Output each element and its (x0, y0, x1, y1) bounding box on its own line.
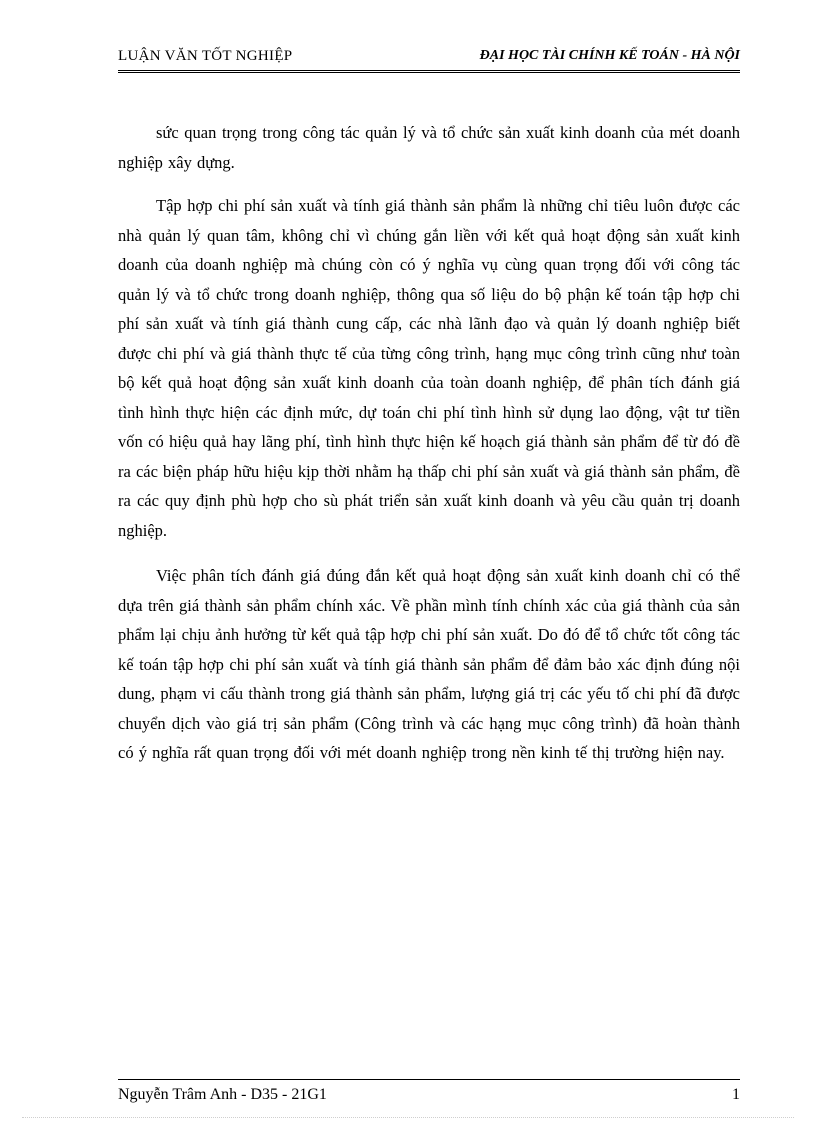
paragraph-2: Tập hợp chi phí sản xuất và tính giá thành sản phẩm là những chỉ tiêu luôn được các nhà quản lý quan tâm, không chỉ vì chúng gắn liền với kết quả hoạt động sản xuất kinh doanh của doanh nghiệp mà chúng còn có ý nghĩa vụ cùng quan trọng đối với công tác quản lý và tổ chức trong doanh nghiệp, thông qua số liệu do bộ phận kế toán tập hợp chi phí sản xuất và tính giá thành cung cấp, các nhà lãnh đạo và quản lý doanh nghiệp biết được chi phí và giá thành thực tế của từng công trình, hạng mục công trình cũng như toàn bộ kết quả hoạt động sản xuất kinh doanh của toàn doanh nghiệp, để phân tích đánh giá tình hình thực hiện các định mức, dự toán chi phí tình hình sử dụng lao động, vật tư tiền vốn có hiệu quả hay lãng phí, tình hình thực hiện kế hoạch giá thành sản phẩm để từ đó đề ra các biện pháp hữu hiệu kịp thời nhằm hạ thấp chi phí sản xuất và giá thành sản phẩm, đề ra các quy định phù hợp cho sù phát triển sản xuất kinh doanh và yêu cầu quản trị doanh nghiệp. (118, 196, 740, 540)
page-header (118, 48, 740, 73)
thesis-title: LUẬN VĂN TỐT NGHIỆP (118, 48, 293, 64)
page-footer (118, 1079, 740, 1110)
document-body (118, 118, 740, 784)
university-name: ĐẠI HỌC TÀI CHÍNH KẾ TOÁN - HÀ NỘI (479, 48, 740, 63)
paragraph-1: sức quan trọng trong công tác quản lý và tổ chức sản xuất kinh doanh của mét doanh nghiệp xây dựng. (118, 123, 740, 172)
page-edge-divider (22, 1117, 794, 1118)
author-info: Nguyễn Trâm Anh - D35 - 21G1 (118, 1086, 327, 1103)
paragraph-3: Việc phân tích đánh giá đúng đắn kết quả hoạt động sản xuất kinh doanh chỉ có thể dựa trên giá thành sản phẩm chính xác. Về phần mình tính chính xác của giá thành của sản phẩm lại chịu ảnh hưởng từ kết quả tập hợp chi phí sản xuất. Do đó để tổ chức tốt công tác kế toán tập hợp chi phí sản xuất và tính giá thành sản phẩm để đảm bảo xác định đúng nội dung, phạm vi cấu thành trong giá thành sản phẩm, lượng giá trị các yếu tố chi phí đã được chuyển dịch vào giá trị sản phẩm (Công trình và các hạng mục công trình) đã hoàn thành có ý nghĩa rất quan trọng đối với mét doanh nghiệp trong nền kinh tế thị trường hiện nay. (118, 566, 740, 762)
page-number: 1 (732, 1086, 740, 1103)
